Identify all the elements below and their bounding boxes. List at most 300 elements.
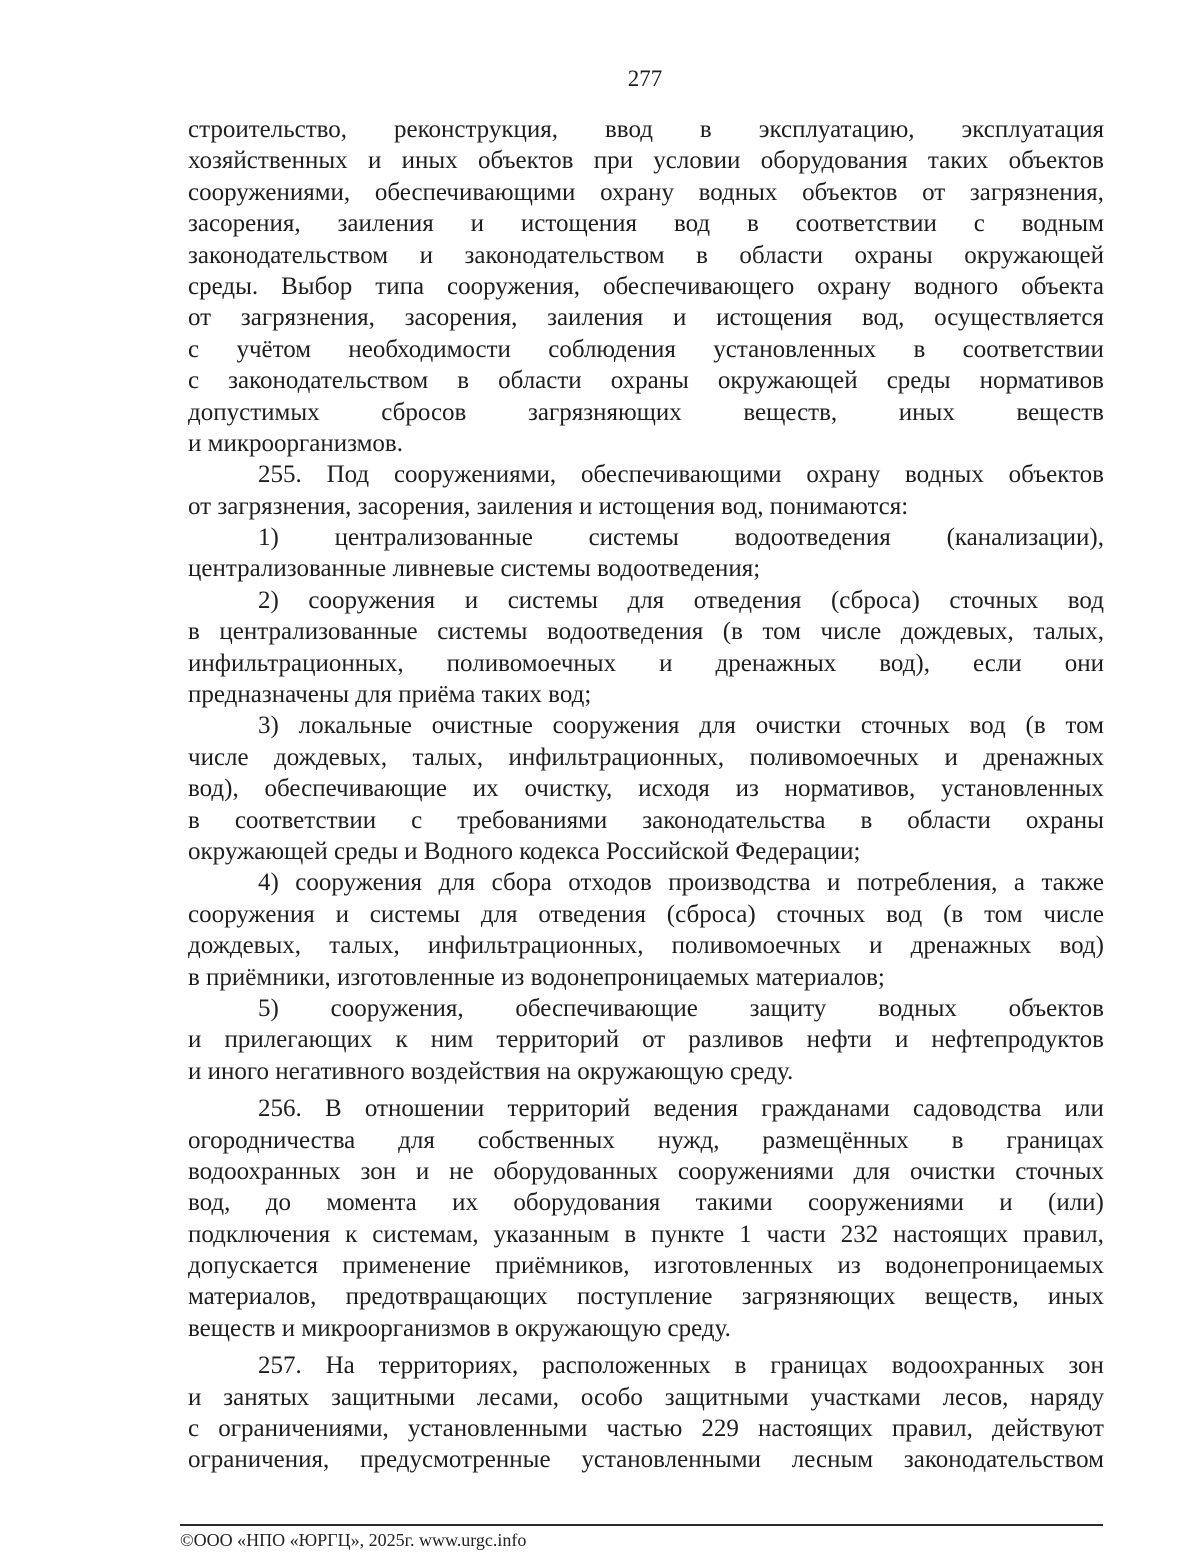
word: водоотведения xyxy=(734,524,891,552)
word: прилегающих xyxy=(224,1026,373,1054)
word: особо xyxy=(580,1383,643,1411)
word: лесным xyxy=(791,1446,874,1474)
word: сбора xyxy=(491,869,552,897)
paragraph-255 xyxy=(188,459,1104,522)
word: зон xyxy=(1068,1352,1104,1380)
word: оборудованных xyxy=(493,1157,659,1185)
footer-copyright: ©ООО «НПО «ЮРГЦ», 2025г. www.urgc.info xyxy=(180,1530,527,1550)
word: очистку, xyxy=(524,775,613,803)
word: сооружения, xyxy=(447,272,581,300)
word: и xyxy=(188,1026,202,1054)
text-line xyxy=(188,1187,1104,1218)
word: области xyxy=(907,806,991,834)
text-line xyxy=(188,365,1104,396)
word: и xyxy=(464,586,479,614)
footer-divider xyxy=(180,1524,1103,1526)
word: гражданами xyxy=(761,1095,890,1123)
word: сооружения xyxy=(308,586,436,614)
text-line xyxy=(188,1444,1104,1475)
word: потребления, xyxy=(856,869,998,897)
word: установленных xyxy=(713,335,877,363)
word: дренажных xyxy=(983,743,1104,771)
text-line xyxy=(188,145,1104,176)
word: 255. xyxy=(258,461,302,489)
text-line xyxy=(188,1125,1104,1156)
word: сточных xyxy=(949,586,1039,614)
word: системам, xyxy=(372,1220,479,1248)
word: и xyxy=(869,932,883,960)
word: загрязнения, xyxy=(969,178,1104,206)
word: 5) xyxy=(258,994,279,1022)
text-line xyxy=(188,1219,1104,1250)
word: территорий xyxy=(507,1095,631,1123)
word: обеспечивающими xyxy=(580,461,782,489)
word: инфильтрационных, xyxy=(508,743,725,771)
word: 2) xyxy=(258,586,279,614)
word: дождевых, xyxy=(900,618,1014,646)
word: если xyxy=(973,649,1022,677)
word: объектов xyxy=(1008,461,1104,489)
word: водным xyxy=(1021,210,1104,238)
word: в xyxy=(860,806,873,834)
word: объектов xyxy=(802,178,898,206)
word: эксплуатация xyxy=(961,116,1104,143)
text-line: предназначены для приёма таких вод; xyxy=(188,681,592,709)
word: с xyxy=(973,210,985,238)
word: поливомоечных xyxy=(446,649,617,677)
text-line: в приёмники, изготовленные из водонепроницаемых материалов; xyxy=(188,963,885,991)
word: веществ, xyxy=(924,1283,1019,1311)
word: из xyxy=(837,1252,861,1280)
word: очистки xyxy=(755,712,842,740)
text-line xyxy=(188,1156,1104,1187)
document-body xyxy=(188,114,1104,1476)
word: защиту xyxy=(749,994,827,1022)
text-line xyxy=(188,522,1104,553)
word: указанным xyxy=(493,1220,610,1248)
word: вод xyxy=(886,900,923,928)
word: сооружения xyxy=(188,900,315,928)
text-line xyxy=(188,930,1104,961)
word: На xyxy=(325,1352,355,1380)
word: собственных xyxy=(477,1126,615,1154)
word: для xyxy=(438,869,476,897)
text-line xyxy=(188,710,1104,741)
paragraph-continuation xyxy=(188,114,1104,459)
word: их xyxy=(452,1189,479,1217)
word: приёмников, xyxy=(495,1252,630,1280)
word: В xyxy=(324,1095,342,1123)
word: иных xyxy=(898,398,955,426)
word: вод) xyxy=(1059,932,1104,960)
word: к xyxy=(345,1220,358,1248)
word: (сброса) xyxy=(830,586,920,614)
word: из xyxy=(735,775,759,803)
word: соответствии xyxy=(795,210,937,238)
text-line xyxy=(188,177,1104,208)
word: сточных xyxy=(776,900,866,928)
word: 3) xyxy=(258,712,279,740)
paragraph-257 xyxy=(188,1350,1104,1476)
list-item-5 xyxy=(188,993,1104,1087)
word: Выбор xyxy=(281,272,353,300)
word: применение xyxy=(342,1252,471,1280)
word: соответствии xyxy=(234,806,377,834)
word: и xyxy=(673,304,687,332)
text-line xyxy=(188,1350,1104,1381)
word: охраны xyxy=(610,367,689,395)
word: момента xyxy=(326,1189,417,1217)
text-line xyxy=(188,1382,1104,1413)
text-line xyxy=(188,208,1104,239)
word: (в xyxy=(1025,712,1046,740)
word: вод), xyxy=(188,775,239,803)
word: дождевых, xyxy=(274,743,388,771)
word: иных xyxy=(401,147,458,175)
word: поливомоечных xyxy=(749,743,920,771)
word: правил, xyxy=(891,1415,973,1443)
text-line xyxy=(188,1413,1104,1444)
text-line xyxy=(188,993,1104,1024)
word: охраны xyxy=(1025,806,1104,834)
word: 1 xyxy=(739,1220,752,1248)
word: заиления xyxy=(337,210,434,238)
word: учётом xyxy=(236,335,312,363)
word: водонепроницаемых xyxy=(885,1252,1104,1280)
word: нефтепродуктов xyxy=(931,1026,1104,1054)
word: 1) xyxy=(258,524,279,552)
word: и xyxy=(827,869,841,897)
word: нормативов xyxy=(979,367,1104,395)
text-line xyxy=(188,648,1104,679)
word: также xyxy=(1041,869,1104,897)
word: изготовленных xyxy=(653,1252,814,1280)
word: в xyxy=(624,1220,637,1248)
word: требованиями xyxy=(457,806,608,834)
word: в xyxy=(746,210,759,238)
word: ввод xyxy=(605,116,653,143)
word: занятых xyxy=(223,1383,310,1411)
word: 229 xyxy=(701,1415,739,1443)
list-item-3 xyxy=(188,710,1104,867)
text-line xyxy=(188,805,1104,836)
word: с xyxy=(188,1415,200,1443)
word: ведения xyxy=(653,1095,738,1123)
word: (или) xyxy=(1048,1189,1104,1217)
text-line xyxy=(188,114,1104,145)
word: талых, xyxy=(329,932,400,960)
word: материалов, xyxy=(188,1283,317,1311)
list-item-4 xyxy=(188,867,1104,993)
word: от xyxy=(922,178,946,206)
word: сооружениями, xyxy=(188,178,351,206)
word: пункте xyxy=(651,1220,725,1248)
word: допускается xyxy=(188,1252,318,1280)
list-item-1 xyxy=(188,522,1104,585)
word: (в xyxy=(722,618,743,646)
word: централизованные xyxy=(219,618,418,646)
word: нефти xyxy=(806,1026,872,1054)
word: сооружения, xyxy=(330,994,464,1022)
text-line xyxy=(188,1093,1104,1124)
word: для xyxy=(699,712,736,740)
word: охрану xyxy=(806,461,881,489)
word: оборудования xyxy=(513,1189,661,1217)
word: типа xyxy=(375,272,425,300)
word: соблюдения xyxy=(548,335,676,363)
word: частью xyxy=(606,1415,683,1443)
word: системы xyxy=(588,524,679,552)
word: среды xyxy=(886,367,951,395)
word: предотвращающих xyxy=(345,1283,548,1311)
word: нормативов, xyxy=(784,775,916,803)
word: в xyxy=(696,241,708,269)
word: в xyxy=(188,806,200,834)
text-line: окружающей среды и Водного кодекса Российской Федерации; xyxy=(188,837,861,865)
word: водных xyxy=(878,994,957,1022)
word: правил, xyxy=(1022,1220,1104,1248)
word: законодательством xyxy=(228,367,429,395)
text-line xyxy=(188,616,1104,647)
word: локальные xyxy=(298,712,412,740)
word: вод), xyxy=(879,649,930,677)
word: дренажных xyxy=(910,932,1032,960)
word: числе xyxy=(188,743,249,771)
word: необходимости xyxy=(348,335,511,363)
word: размещённых xyxy=(762,1126,909,1154)
word: с xyxy=(188,367,200,395)
word: эксплуатацию, xyxy=(758,116,915,143)
word: ограничениями, xyxy=(218,1415,389,1443)
word: и xyxy=(188,1383,202,1411)
word: в xyxy=(913,335,926,363)
word: том xyxy=(762,618,801,646)
word: сооружения xyxy=(295,869,423,897)
word: сточных xyxy=(860,712,950,740)
word: в xyxy=(951,1126,964,1154)
word: объектов xyxy=(1008,147,1104,175)
word: территорий xyxy=(496,1026,620,1054)
word: соответствии xyxy=(962,335,1104,363)
word: их xyxy=(472,775,499,803)
word: хозяйственных xyxy=(188,147,348,175)
word: охрану xyxy=(600,178,674,206)
word: осуществляется xyxy=(934,304,1104,332)
word: части xyxy=(766,1220,826,1248)
word: истощения xyxy=(716,304,833,332)
word: водного xyxy=(914,272,999,300)
word: в xyxy=(188,618,200,646)
word: и xyxy=(944,743,958,771)
word: веществ, xyxy=(743,398,838,426)
word: объектов xyxy=(478,147,574,175)
word: сооружениями xyxy=(807,1189,964,1217)
word: при xyxy=(593,147,633,175)
word: установленных xyxy=(941,775,1104,803)
text-line xyxy=(188,302,1104,333)
word: веществ xyxy=(1016,398,1104,426)
word: вод, xyxy=(188,1189,231,1217)
text-line xyxy=(188,1024,1104,1055)
word: области xyxy=(739,241,823,269)
word: таких xyxy=(927,147,989,175)
text-line xyxy=(188,742,1104,773)
word: обеспечивающего xyxy=(602,272,795,300)
word: до xyxy=(265,1189,291,1217)
word: ним xyxy=(430,1026,474,1054)
word: талых, xyxy=(1033,618,1104,646)
word: защитными xyxy=(331,1383,456,1411)
word: 232 xyxy=(840,1220,879,1248)
word: от xyxy=(642,1026,666,1054)
word: действуют xyxy=(991,1415,1104,1443)
word: вод, xyxy=(862,304,905,332)
word: законодательства xyxy=(642,806,826,834)
word: участками xyxy=(810,1383,921,1411)
text-line: и микроорганизмов. xyxy=(188,429,403,457)
word: и xyxy=(367,147,382,175)
word: они xyxy=(1064,649,1104,677)
word: от xyxy=(188,304,212,332)
word: том xyxy=(984,900,1023,928)
word: строительство, xyxy=(188,116,348,143)
word: отведения xyxy=(693,586,802,614)
word: такими xyxy=(695,1189,773,1217)
word: вод xyxy=(1067,586,1104,614)
word: вод xyxy=(673,210,711,238)
word: окружающей xyxy=(964,241,1104,269)
word: сооружениями, xyxy=(393,461,557,489)
word: защитными xyxy=(664,1383,789,1411)
text-line xyxy=(188,397,1104,428)
word: обеспечивающие xyxy=(515,994,698,1022)
word: системы xyxy=(369,900,460,928)
word: разливов xyxy=(688,1026,784,1054)
text-line xyxy=(188,899,1104,930)
word: для xyxy=(853,1157,891,1185)
text-line: и иного негативного воздействия на окружающую среду. xyxy=(188,1057,794,1085)
paragraph-256 xyxy=(188,1093,1104,1344)
word: сооружениями xyxy=(677,1157,834,1185)
word: настоящих xyxy=(893,1220,1008,1248)
word: настоящих xyxy=(758,1415,873,1443)
word: инфильтрационных, xyxy=(188,649,404,677)
word: и xyxy=(659,649,673,677)
word: зон xyxy=(360,1157,397,1185)
text-line xyxy=(188,867,1104,898)
word: в xyxy=(457,367,470,395)
word: расположенных xyxy=(542,1352,711,1380)
text-line: централизованные ливневые системы водоотведения; xyxy=(188,555,761,583)
word: отношении xyxy=(364,1095,485,1123)
word: среды. xyxy=(188,272,259,300)
text-line xyxy=(188,240,1104,271)
word: сооружения xyxy=(552,712,680,740)
text-line xyxy=(188,773,1104,804)
word: системы xyxy=(507,586,598,614)
word: 4) xyxy=(258,869,279,897)
word: водных xyxy=(698,178,778,206)
text-line: веществ и микроорганизмов в окружающую среду. xyxy=(188,1314,731,1342)
text-line: от загрязнения, засорения, заиления и истощения вод, понимаются: xyxy=(188,492,909,520)
word: истощения xyxy=(520,210,638,238)
word: с xyxy=(188,335,200,363)
word: иных xyxy=(1047,1283,1104,1311)
word: подключения xyxy=(188,1220,331,1248)
word: ограничения, xyxy=(188,1446,330,1474)
text-line xyxy=(188,1250,1104,1281)
word: огородничества xyxy=(188,1126,356,1154)
word: поступление xyxy=(576,1283,713,1311)
word: сточных xyxy=(1015,1157,1104,1185)
word: талых, xyxy=(412,743,484,771)
word: 256. xyxy=(258,1095,302,1123)
word: охраны xyxy=(854,241,933,269)
word: отведения xyxy=(538,900,646,928)
word: границах xyxy=(770,1352,868,1380)
word: сбросов xyxy=(381,398,467,426)
word: лесов, xyxy=(942,1383,1009,1411)
text-line xyxy=(188,1281,1104,1312)
word: централизованные xyxy=(334,524,533,552)
word: границах xyxy=(1006,1126,1104,1154)
word: условии xyxy=(653,147,741,175)
word: загрязняющих xyxy=(527,398,682,426)
text-line xyxy=(188,271,1104,302)
word: законодательством xyxy=(464,241,665,269)
word: допустимых xyxy=(188,398,320,426)
word: отходов xyxy=(568,869,652,897)
text-line xyxy=(188,585,1104,616)
word: к xyxy=(395,1026,408,1054)
word: объекта xyxy=(1021,272,1104,300)
word: не xyxy=(449,1157,474,1185)
word: оборудования xyxy=(760,147,908,175)
word: установленными xyxy=(581,1446,761,1474)
word: обеспечивающие xyxy=(264,775,447,803)
word: заиления xyxy=(547,304,644,332)
word: дождевых, xyxy=(188,932,302,960)
word: водоохранных xyxy=(891,1352,1045,1380)
word: загрязнения, xyxy=(240,304,375,332)
word: а xyxy=(1013,869,1025,897)
word: и xyxy=(470,210,484,238)
word: и xyxy=(894,1026,909,1054)
word: лесами, xyxy=(476,1383,560,1411)
word: и xyxy=(419,241,433,269)
text-line xyxy=(188,459,1104,490)
word: засорения, xyxy=(188,210,301,238)
word: наряду xyxy=(1030,1383,1104,1411)
word: (канализации), xyxy=(946,524,1104,552)
word: для xyxy=(398,1126,435,1154)
word: обеспечивающими xyxy=(374,178,576,206)
word: загрязняющих xyxy=(741,1283,896,1311)
word: с xyxy=(411,806,423,834)
word: территориях, xyxy=(378,1352,519,1380)
word: объектов xyxy=(1008,994,1104,1022)
word: законодательством xyxy=(188,241,389,269)
word: (сброса) xyxy=(666,900,756,928)
word: водоотведения xyxy=(546,618,704,646)
word: охрану xyxy=(817,272,892,300)
word: для xyxy=(627,586,665,614)
word: в xyxy=(734,1352,747,1380)
word: системы xyxy=(437,618,528,646)
word: и xyxy=(335,900,349,928)
text-line xyxy=(188,334,1104,365)
word: Под xyxy=(326,461,370,489)
